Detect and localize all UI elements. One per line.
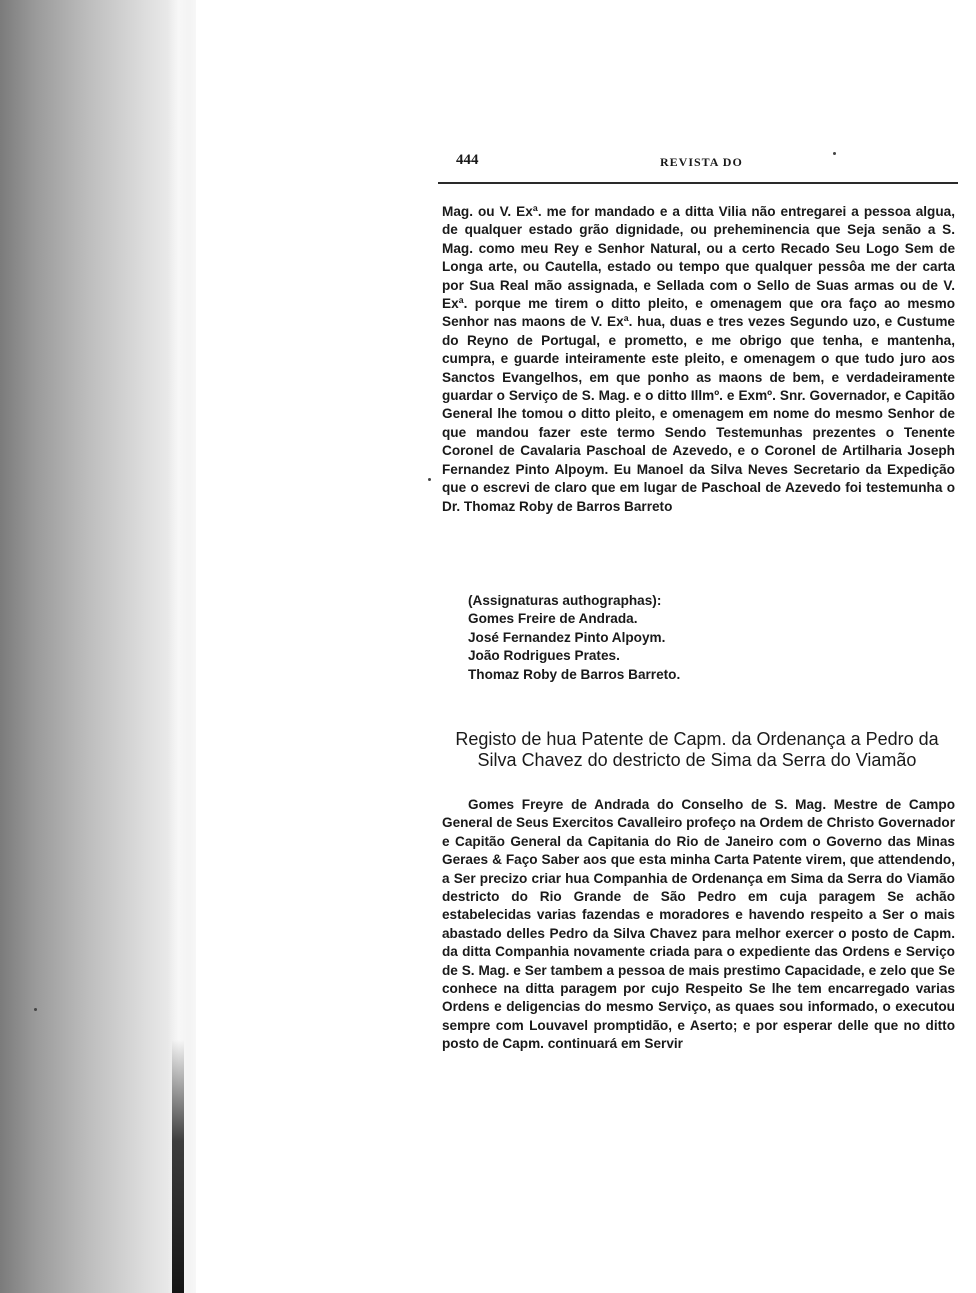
section-heading-line-1: Registo de hua Patente de Capm. da Ordenança a Pedro da bbox=[455, 729, 939, 749]
book-binding-shadow bbox=[0, 0, 196, 1293]
paragraph-2: Gomes Freyre de Andrada do Conselho de S. Mag. Mestre de Campo General de Seus Exercitos Cavalleiro profeço na Ordem de Christo Governador e Capitão General da Capitania do Rio de Janeiro com o Governo das Minas Geraes & Faço Saber aos que esta minha Carta Patente virem, que attendendo, a Ser precizo criar hua Companhia de Ordenança em Sima da Serra do Viamão destricto do Rio Grande de São Pedro em cuja paragem Se achão estabelecidas varias fazendas e moradores e havendo respeito a Ser o mais abastado delles Pedro da Silva Chavez para melhor exercer o posto de Capm. da ditta Companhia novamente criada para o expediente das Ordens e Serviço de S. Mag. e Ser tambem a pessoa de mais prestimo Capacidade, e zelo que Se conhece na ditta paragem por cujo Respeito Se lhe tem encarregado varias Ordens e deligencias do mesmo Serviço, as quaes sou informado, o executou sempre com Louvavel promptidão, e Aserto; e por esperar delle que no ditto posto de Capm. continuará em Servir bbox=[442, 797, 955, 1052]
speck bbox=[428, 478, 431, 481]
signature-name: Gomes Freire de Andrada. bbox=[468, 611, 638, 627]
page-header bbox=[438, 150, 958, 184]
signatures-intro: (Assignaturas authographas): bbox=[468, 593, 662, 608]
section-heading-line-2: Silva Chavez do destricto de Sima da Serra do Viamão bbox=[477, 750, 917, 770]
signature-name: Thomaz Roby de Barros Barreto. bbox=[468, 666, 681, 682]
page-number: 444 bbox=[456, 152, 479, 168]
spine-shadow bbox=[172, 1040, 184, 1293]
speck bbox=[34, 1008, 37, 1011]
paragraph-1: Mag. ou V. Exª. me for mandado e a ditta Vilia não entregarei a pessoa algua, de qualquer estado grão dignidade, ou preheminencia que Seja senão a S. Mag. como meu Rey e Senhor Natural, ou a certo Recado Seu Logo Sem de Longa arte, ou Cautella, estado ou tempo que qualquer pessôa me der carta por Sua Real mão assignada, e Sellada com o Sello de Suas armas ou de V. Exª. porque me tirem o ditto pleito, e omenagem que ora faço ao mesmo Senhor nas maons de V. Exª. hua, duas e tres vezes Segundo uzo, e Custume do Reyno de Portugal, e prometto, e me obrigo que tenha, e mantenha, cumpra, e guarde inteiramente este pleito, e omenagem o que tudo juro aos Sanctos Evangelhos, em que ponho as maons de bem, e verdadeiramente guardar o Serviço de S. Mag. e o ditto Illmº. e Exmº. Snr. Governador, e Capitão General lhe tomou o ditto pleito, e omenagem em nome do mesmo Senhor de que mandou fazer este termo Sendo Testemunhas prezentes o Tenente Coronel de Cavalaria Paschoal de Azevedo, e o Coronel de Artilharia Joseph Fernandez Pinto Alpoym. Eu Manoel da Silva Neves Secretario da Expedição que o escrevi de claro que em lugar de Paschoal de Azevedo foi testemunha o Dr. Thomaz Roby de Barros Barreto bbox=[442, 204, 955, 514]
signature-name: José Fernandez Pinto Alpoym. bbox=[468, 629, 666, 645]
running-head: REVISTA DO bbox=[660, 155, 743, 169]
speck bbox=[833, 152, 836, 155]
signatures-block bbox=[468, 592, 768, 684]
signature-name: João Rodrigues Prates. bbox=[468, 648, 620, 664]
section-heading bbox=[438, 729, 956, 771]
